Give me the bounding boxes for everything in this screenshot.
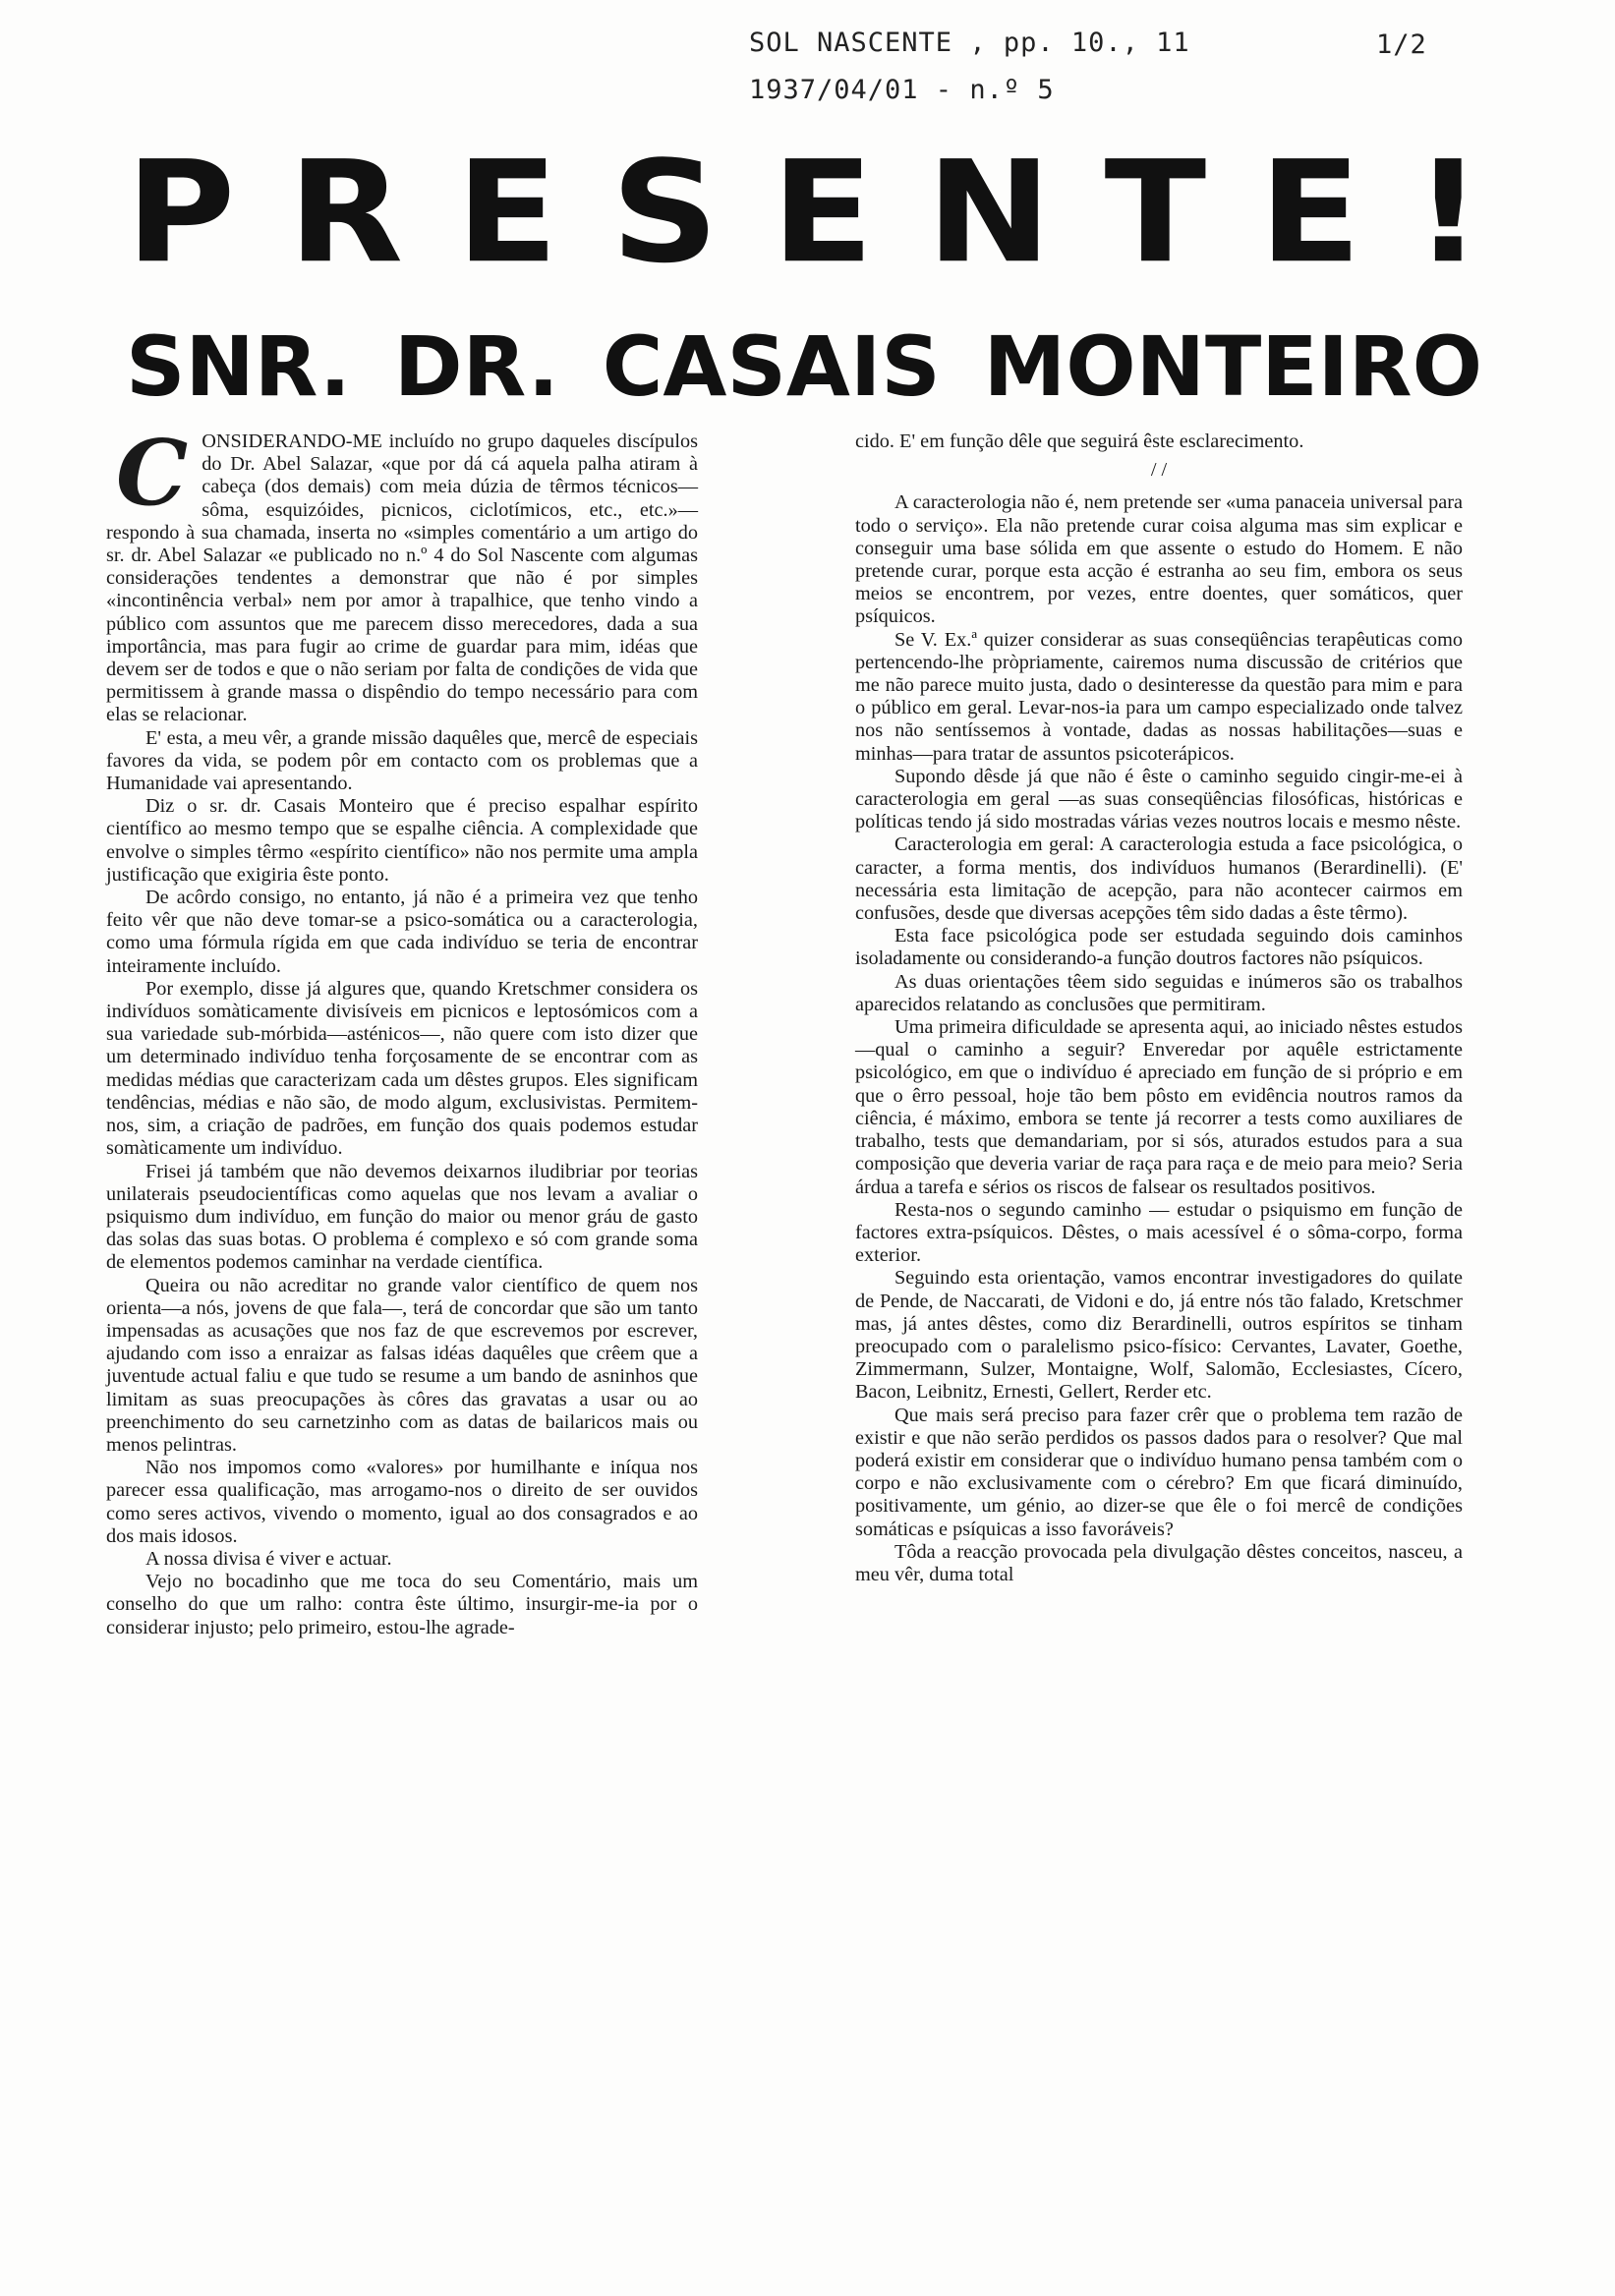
headline-word: DR. xyxy=(393,318,559,415)
headline-letter: N xyxy=(926,130,1052,295)
article-paragraph: As duas orientações têem sido seguidas e inúmeros são os trabalhos aparecidos relatando as conclusões que permitiram. xyxy=(855,970,1463,1015)
article-paragraph: Esta face psicológica pode ser estudada seguindo dois caminhos isoladamente ou considerando-a função doutros factores não psíquicos. xyxy=(855,925,1463,970)
article-paragraph: Se V. Ex.ª quizer considerar as suas conseqüências terapêuticas como pertencendo-lhe pròpriamente, cairemos numa discussão de critérios que me não parece muito justa, dado o desinteresse da questão para mim e para o público em geral. Levar-nos-ia para um campo especializado onde talvez nos não sentíssemos à vontade, dadas as nossas habilitações—suas e minhas—para tratar de assuntos psicoterápicos. xyxy=(855,628,1463,765)
article-paragraph: Que mais será preciso para fazer crêr que o problema tem razão de existir e que não serão perdidos os passos dados para o resolver? Que mal poderá existir em considerar que o indivíduo humano pensa também com o corpo e não exclusivamente com o cérebro? Em que ficará diminuído, positivamente, um génio, ao dizer-se que êle o foi mercê de condições somáticas e psíquicas a isso favoráveis? xyxy=(855,1404,1463,1540)
article-paragraph: E' esta, a meu vêr, a grande missão daquêles que, mercê de especiais favores da vida, se podem pôr em contacto com os problemas que a Humanidade vai apresentando. xyxy=(106,726,698,795)
article-paragraph: De acôrdo consigo, no entanto, já não é a primeira vez que tenho feito vêr que não deve tomar-se a psico-somática ou a caracterologia, como uma fórmula rígida em que cada indivíduo se teria de encontrar inteiramente incluído. xyxy=(106,887,698,977)
article-paragraph: Tôda a reacção provocada pela divulgação dêstes conceitos, nasceu, a meu vêr, duma total xyxy=(855,1540,1463,1585)
section-separator: / / xyxy=(1150,459,1168,482)
article-paragraph: Seguindo esta orientação, vamos encontrar investigadores do quilate de Pende, de Naccarati, de Vidoni e do, já entre nós tão falado, Kretschmer mas, já antes dêstes, como diz Berardinelli, outros espíritos se tinham preocupado com o paralelismo psico-físico: Cervantes, Lavater, Goethe, Zimmermann, Sulzer, Montaigne, Wolf, Salomão, Ecclesiastes, Cícero, Bacon, Leibnitz, Ernesti, Gellert, Rerder etc. xyxy=(855,1267,1463,1404)
headline-letter: S xyxy=(610,130,720,295)
headline-word: MONTEIRO xyxy=(983,318,1482,415)
headline-word: CASAIS xyxy=(602,318,941,415)
article-paragraph-text: ONSIDERANDO-ME incluído no grupo daqueles discípulos do Dr. Abel Salazar, «que por dá cá aquela palha atiram à cabeça (dos demais) com meia dúzia de têrmos técnicos—sôma, esquizóides, picnicos, ciclotímicos, etc., etc.»—respondo à sua chamada, inserta no «simples comentário a um artigo do sr. dr. Abel Salazar «e publicado no n.º 4 do Sol Nascente com algumas considerações tendentes a demonstrar que não é por simples «incontinência verbal» nem por amor à trapalhice, que tenho vindo a público com assuntos que me parecem disso merecedores, dada a sua importância, mas para fugir ao crime de guardar para mim, idéas que devem ser de todos e que o não seriam por falta de condições de vida que permitissem à grande massa o dispêndio do tempo necessário para com elas se relacionar. xyxy=(106,430,698,726)
article-paragraph: Vejo no bocadinho que me toca do seu Comentário, mais um conselho do que um ralho: contra êste último, insurgir-me-ia por o considerar injusto; pelo primeiro, estou-lhe agrade- xyxy=(106,1571,698,1638)
page-fraction: 1/2 xyxy=(1376,29,1427,60)
headline-letter: E xyxy=(1259,130,1361,295)
article-paragraph: Supondo dêsde já que não é êste o caminho seguido cingir-me-ei à caracterologia em geral —as suas conseqüências filosóficas, históricas e políticas tendo já sido mostradas várias vezes noutros locais e mesmo nêste. xyxy=(855,765,1463,833)
article-paragraph: Diz o sr. dr. Casais Monteiro que é preciso espalhar espírito científico ao mesmo tempo que se espalhe ciência. A complexidade que envolve o simples têrmo «espírito científico» não nos permite uma ampla justificação que exigiria êste ponto. xyxy=(106,795,698,886)
article-paragraph: A nossa divisa é viver e actuar. xyxy=(145,1547,392,1570)
date-issue: 1937/04/01 - n.º 5 xyxy=(749,75,1055,105)
headline-letter: ! xyxy=(1413,130,1482,295)
article-column-left xyxy=(106,420,698,1639)
headline-word: SNR. xyxy=(126,318,351,415)
source-reference: SOL NASCENTE , pp. 10., 11 xyxy=(749,28,1190,58)
article-paragraph: Queira ou não acreditar no grande valor científico de quem nos orienta—a nós, jovens de que fala—, terá de concordar que são um tanto impensadas as acusações que nos faz de que escrevemos por escrever, ajudando com isso a enraizar as falsas idéas daquêles que crêem que a juventude actual faliu e que tudo se resume a um bando de asninhos que limitam as suas preocupações às côres das gravatas a usar ou ao preenchimento do seu carnetzinho com as datas de bailaricos mais ou menos pelintras. xyxy=(106,1274,698,1456)
article-paragraph: Por exemplo, disse já algures que, quando Kretschmer considera os indivíduos somàticamente divisíveis em picnicos e leptosómicos com a sua variedade sub-mórbida—asténicos—, não quere com isto dizer que um determinado indivíduo tenha forçosamente de se encontrar com as medidas médias que caracterizam cada um dêstes grupos. Eles significam tendências, médias e não são, de modo algum, exclusivistas. Permitem-nos, sim, a criação de padrões, em função dos quais podemos estudar somàticamente um indivíduo. xyxy=(106,977,698,1160)
drop-cap: C xyxy=(116,420,189,526)
headline-letter: E xyxy=(771,130,874,295)
article-paragraph xyxy=(106,420,698,727)
headline-letter: R xyxy=(288,130,404,295)
headline-letter: E xyxy=(456,130,558,295)
headline-addressee xyxy=(126,310,1482,415)
article-paragraph: Resta-nos o segundo caminho — estudar o psiquismo em função de factores extra-psíquicos. Dêstes, o mais acessível é o sôma-corpo, forma exterior. xyxy=(855,1198,1463,1267)
headline-presente xyxy=(126,130,1482,295)
article-paragraph: Frisei já também que não devemos deixarnos iludibriar por teorias unilaterais pseudocientíficas como aquelas que nos levam a avaliar o psiquismo dum indivíduo, em função do maior ou menor gráu de gasto das solas das suas botas. O problema é complexo e só com grande soma de elementos podemos caminhar na verdade científica. xyxy=(106,1160,698,1274)
article-paragraph: A caracterologia não é, nem pretende ser «uma panaceia universal para todo o serviço». Ela não pretende curar coisa alguma mas sim explicar e conseguir uma base sólida em que assente o estudo do Homem. E não pretende curar, porque esta acção é estranha ao seu fim, embora os seus meios se encontrem, por vezes, entre doentes, quer somáticos, quer psíquicos. xyxy=(855,491,1463,628)
article-column-right xyxy=(855,430,1463,1586)
article-paragraph: Caracterologia em geral: A caracterologia estuda a face psicológica, o caracter, a forma mentis, dos indivíduos humanos (Berardinelli). (E' necessária esta limitação de acepção, para não acontecer cairmos em confusões, desde que diversas acepções têm sido dadas a êste têrmo). xyxy=(855,833,1463,925)
headline-letter: T xyxy=(1104,130,1207,295)
article-paragraph: cido. E' em função dêle que seguirá êste esclarecimento. xyxy=(855,430,1304,452)
headline-letter: P xyxy=(126,130,236,295)
article-paragraph: Uma primeira dificuldade se apresenta aqui, ao iniciado nêstes estudos—qual o caminho a seguir? Enveredar por aquêle estrictamente psicológico, em que o indivíduo é apreciado em função de si próprio e em que o êrro pessoal, hoje tão bem pôsto em evidência noutros ramos da ciência, é máximo, embora se tente já recorrer a tests como auxiliares de trabalho, tests que demandariam, por si sós, aturados estudos para a sua composição que deveria variar de raça para raça e de meio para meio? Seria árdua a tarefa e sérios os riscos de falsear os resultados positivos. xyxy=(855,1016,1463,1198)
article-paragraph: Não nos impomos como «valores» por humilhante e iníqua nos parecer essa qualificação, mas arrogamo-nos o direito de ser ouvidos como seres activos, vivendo o momento, igual ao dos consagrados e ao dos mais idosos. xyxy=(106,1457,698,1547)
